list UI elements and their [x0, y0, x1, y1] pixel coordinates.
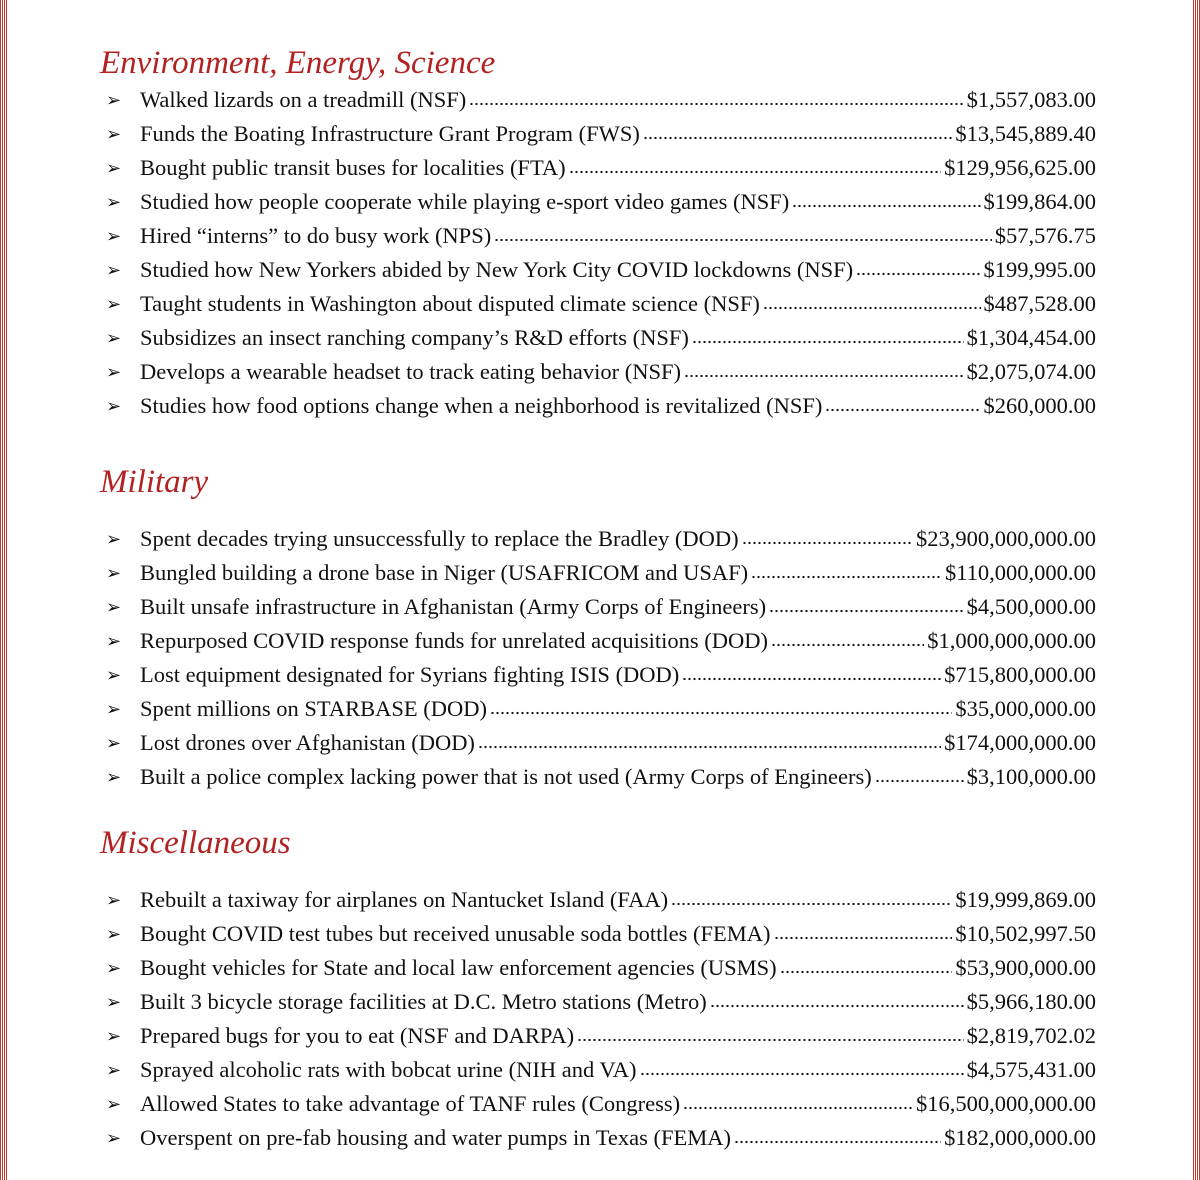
list-item: [100, 985, 1096, 1019]
item-description: Bought COVID test tubes but received unusable soda bottles (FEMA): [140, 921, 771, 946]
list-item: [100, 185, 1096, 219]
item-description: Bungled building a drone base in Niger (USAFRICOM and USAF): [140, 560, 749, 585]
item-description: Taught students in Washington about disputed climate science (NSF): [140, 291, 760, 316]
item-amount: $129,956,625.00: [944, 155, 1096, 180]
item-description: Studies how food options change when a neighborhood is revitalized (NSF): [140, 393, 823, 418]
page-border-left: [0, 0, 7, 1180]
list-item: [100, 1053, 1096, 1087]
list-item: [100, 726, 1096, 760]
item-description: Overspent on pre-fab housing and water pumps in Texas (FEMA): [140, 1125, 732, 1150]
dot-leader: [577, 1038, 964, 1042]
arrow-bullet-icon: ➢: [106, 699, 122, 719]
arrow-bullet-icon: ➢: [106, 158, 122, 178]
item-amount: $110,000,000.00: [944, 560, 1096, 585]
item-description: Subsidizes an insect ranching company’s R&D efforts (NSF): [140, 325, 689, 350]
item-amount: $2,075,074.00: [966, 359, 1096, 384]
item-description: Sprayed alcoholic rats with bobcat urine (NIH and VA): [140, 1057, 637, 1082]
dot-leader: [734, 1140, 941, 1144]
item-amount: $174,000,000.00: [944, 730, 1096, 755]
section-heading: Miscellaneous: [100, 825, 291, 861]
item-description: Develops a wearable headset to track eating behavior (NSF): [140, 359, 682, 384]
section-environment: [100, 43, 1096, 423]
list-item: [100, 883, 1096, 917]
arrow-bullet-icon: ➢: [106, 226, 122, 246]
item-amount: $1,304,454.00: [966, 325, 1096, 350]
arrow-bullet-icon: ➢: [106, 529, 122, 549]
item-description: Prepared bugs for you to eat (NSF and DARPA): [140, 1023, 575, 1048]
list-item: [100, 692, 1096, 726]
list-item: [100, 1087, 1096, 1121]
dot-leader: [490, 711, 952, 715]
dot-leader: [469, 102, 963, 106]
item-description: Spent millions on STARBASE (DOD): [140, 696, 487, 721]
item-description: Built a police complex lacking power that is not used (Army Corps of Engineers): [140, 764, 872, 789]
arrow-bullet-icon: ➢: [106, 992, 122, 1012]
dot-leader: [856, 272, 980, 276]
arrow-bullet-icon: ➢: [106, 192, 122, 212]
item-description: Walked lizards on a treadmill (NSF): [140, 87, 467, 112]
item-description: Repurposed COVID response funds for unrelated acquisitions (DOD): [140, 628, 768, 653]
dot-leader: [763, 306, 981, 310]
item-amount: $53,900,000.00: [955, 955, 1096, 980]
dot-leader: [710, 1004, 964, 1008]
arrow-bullet-icon: ➢: [106, 1060, 122, 1080]
item-description: Studied how New Yorkers abided by New York City COVID lockdowns (NSF): [140, 257, 854, 282]
section-military: [100, 462, 1096, 794]
list-item: [100, 83, 1096, 117]
item-amount: $19,999,869.00: [955, 887, 1096, 912]
item-amount: $1,557,083.00: [966, 87, 1096, 112]
dot-leader: [742, 541, 913, 545]
item-amount: $715,800,000.00: [944, 662, 1096, 687]
item-description: Built unsafe infrastructure in Afghanistan (Army Corps of Engineers): [140, 594, 767, 619]
list-item: [100, 624, 1096, 658]
arrow-bullet-icon: ➢: [106, 958, 122, 978]
item-description: Funds the Boating Infrastructure Grant Program (FWS): [140, 121, 640, 146]
list-item: [100, 590, 1096, 624]
item-amount: $4,575,431.00: [966, 1057, 1096, 1082]
item-description: Lost equipment designated for Syrians fighting ISIS (DOD): [140, 662, 680, 687]
dot-leader: [478, 745, 941, 749]
dot-leader: [825, 408, 980, 412]
item-description: Built 3 bicycle storage facilities at D.C. Metro stations (Metro): [140, 989, 707, 1014]
item-amount: $35,000,000.00: [955, 696, 1096, 721]
arrow-bullet-icon: ➢: [106, 631, 122, 651]
item-amount: $4,500,000.00: [966, 594, 1096, 619]
arrow-bullet-icon: ➢: [106, 733, 122, 753]
arrow-bullet-icon: ➢: [106, 260, 122, 280]
item-amount: $57,576.75: [994, 223, 1096, 248]
arrow-bullet-icon: ➢: [106, 124, 122, 144]
list-item: [100, 522, 1096, 556]
list-item: [100, 321, 1096, 355]
arrow-bullet-icon: ➢: [106, 1128, 122, 1148]
list-item: [100, 760, 1096, 794]
dot-leader: [494, 238, 992, 242]
dot-leader: [640, 1072, 964, 1076]
list-item: [100, 151, 1096, 185]
dot-leader: [751, 575, 942, 579]
section-heading: Military: [100, 464, 209, 500]
item-description: Allowed States to take advantage of TANF rules (Congress): [140, 1091, 681, 1116]
dot-leader: [692, 340, 964, 344]
dot-leader: [774, 936, 953, 940]
item-description: Spent decades trying unsuccessfully to replace the Bradley (DOD): [140, 526, 739, 551]
arrow-bullet-icon: ➢: [106, 294, 122, 314]
dot-leader: [780, 970, 953, 974]
dot-leader: [643, 136, 952, 140]
item-amount: $2,819,702.02: [966, 1023, 1096, 1048]
arrow-bullet-icon: ➢: [106, 597, 122, 617]
item-amount: $182,000,000.00: [944, 1125, 1096, 1150]
list-item: [100, 658, 1096, 692]
section-heading: Environment, Energy, Science: [100, 45, 496, 81]
item-amount: $23,900,000,000.00: [916, 526, 1096, 551]
arrow-bullet-icon: ➢: [106, 890, 122, 910]
list-item: [100, 219, 1096, 253]
list-item: [100, 253, 1096, 287]
list-item: [100, 917, 1096, 951]
item-description: Studied how people cooperate while playing e-sport video games (NSF): [140, 189, 790, 214]
list-item: [100, 1019, 1096, 1053]
section-miscellaneous: [100, 823, 1096, 1155]
item-amount: $260,000.00: [983, 393, 1096, 418]
arrow-bullet-icon: ➢: [106, 563, 122, 583]
item-amount: $199,995.00: [983, 257, 1096, 282]
item-description: Lost drones over Afghanistan (DOD): [140, 730, 475, 755]
dot-leader: [771, 643, 924, 647]
arrow-bullet-icon: ➢: [106, 90, 122, 110]
dot-leader: [875, 779, 964, 783]
dot-leader: [792, 204, 980, 208]
arrow-bullet-icon: ➢: [106, 362, 122, 382]
item-amount: $10,502,997.50: [955, 921, 1096, 946]
arrow-bullet-icon: ➢: [106, 665, 122, 685]
item-description: Bought public transit buses for localities (FTA): [140, 155, 566, 180]
list-item: [100, 117, 1096, 151]
list-item: [100, 355, 1096, 389]
item-description: Bought vehicles for State and local law enforcement agencies (USMS): [140, 955, 777, 980]
arrow-bullet-icon: ➢: [106, 396, 122, 416]
arrow-bullet-icon: ➢: [106, 1026, 122, 1046]
item-description: Rebuilt a taxiway for airplanes on Nantucket Island (FAA): [140, 887, 669, 912]
item-amount: $16,500,000,000.00: [916, 1091, 1096, 1116]
dot-leader: [683, 1106, 913, 1110]
dot-leader: [684, 374, 964, 378]
dot-leader: [671, 902, 952, 906]
item-description: Hired “interns” to do busy work (NPS): [140, 223, 492, 248]
list-item: [100, 287, 1096, 321]
arrow-bullet-icon: ➢: [106, 1094, 122, 1114]
item-amount: $5,966,180.00: [966, 989, 1096, 1014]
list-item: [100, 951, 1096, 985]
item-amount: $1,000,000,000.00: [927, 628, 1096, 653]
item-amount: $487,528.00: [983, 291, 1096, 316]
dot-leader: [769, 609, 964, 613]
page-border-right: [1193, 0, 1200, 1180]
list-item: [100, 1121, 1096, 1155]
item-amount: $3,100,000.00: [966, 764, 1096, 789]
arrow-bullet-icon: ➢: [106, 767, 122, 787]
list-item: [100, 389, 1096, 423]
arrow-bullet-icon: ➢: [106, 924, 122, 944]
dot-leader: [569, 170, 941, 174]
list-item: [100, 556, 1096, 590]
item-amount: $13,545,889.40: [955, 121, 1096, 146]
dot-leader: [682, 677, 941, 681]
item-amount: $199,864.00: [983, 189, 1096, 214]
arrow-bullet-icon: ➢: [106, 328, 122, 348]
